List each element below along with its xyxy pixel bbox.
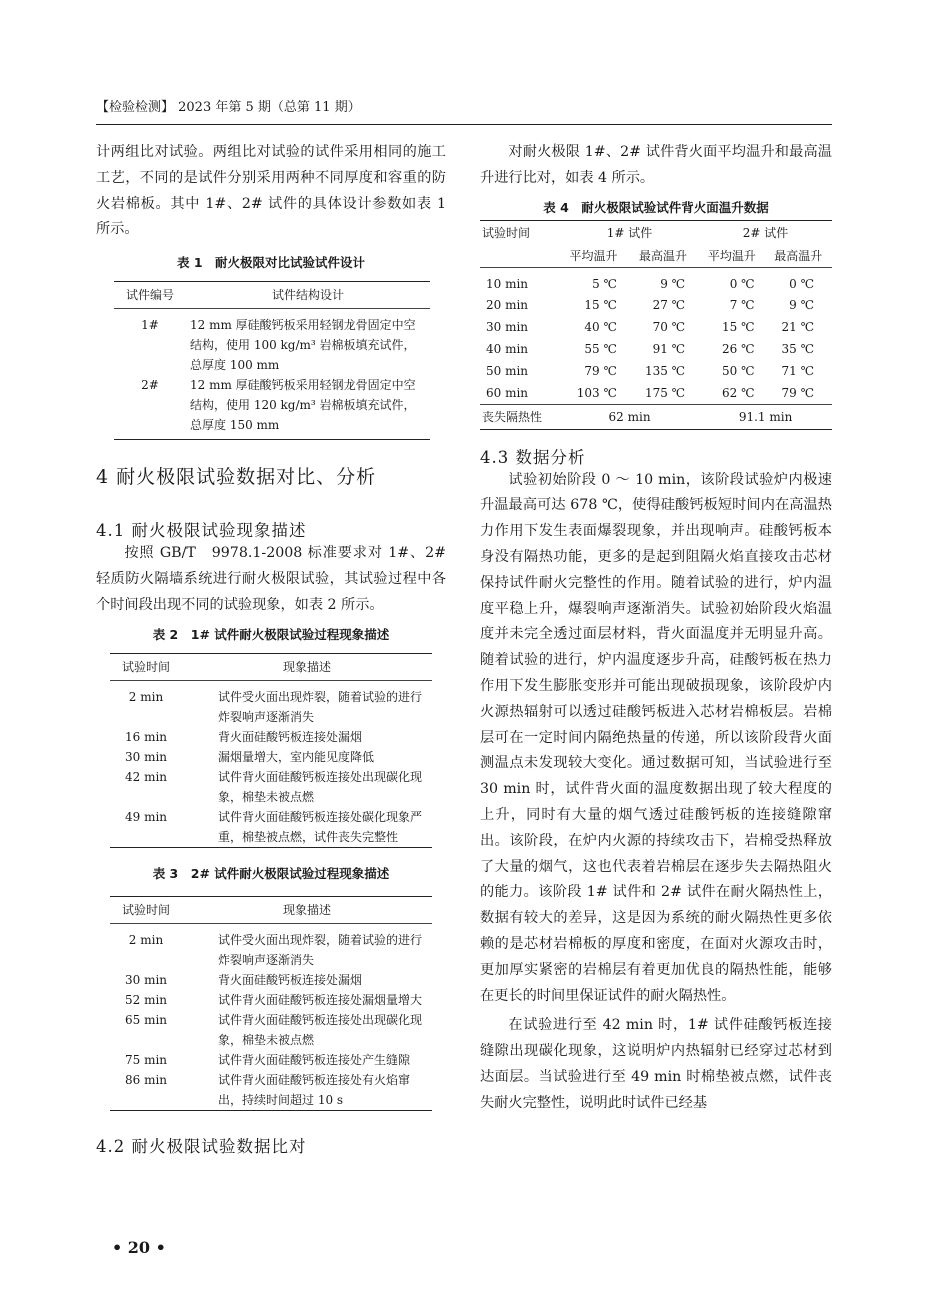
table-row — [480, 360, 832, 382]
table3-cell-desc: 试件背火面硅酸钙板连接处有火焰窜出，持续时间超过 10 s — [218, 1072, 411, 1107]
table3-cell-time: 86 min — [124, 1072, 168, 1087]
table2-header-desc: 现象描述 — [282, 659, 331, 674]
table3-header-time: 试验时间 — [121, 902, 170, 917]
table3-cell-time: 65 min — [124, 1012, 168, 1027]
table-row — [110, 747, 432, 767]
table3-cell-time: 52 min — [124, 992, 168, 1007]
table3-cell-desc: 试件背火面硅酸钙板连接处漏烟量增大 — [218, 992, 423, 1007]
header-rule — [96, 124, 832, 125]
table4-cell-max1: 27 ℃ — [652, 297, 686, 312]
table2-cell-desc: 背火面硅酸钙板连接处漏烟 — [218, 729, 363, 744]
table4-cell-avg1: 15 ℃ — [584, 297, 617, 312]
table4-cell-time: 40 min — [486, 341, 529, 356]
table4-cell-avg2: 7 ℃ — [729, 297, 755, 312]
table4-header-max2: 最高温升 — [774, 248, 823, 263]
table4-cell-time: 10 min — [486, 276, 529, 291]
table2-cell-time: 49 min — [124, 809, 168, 824]
table4-cell-max1: 70 ℃ — [652, 319, 686, 334]
page-number: • 20 • — [112, 1238, 166, 1257]
table4-cell-avg2: 0 ℃ — [729, 276, 755, 291]
table-row — [110, 1010, 432, 1050]
table4-caption: 表 4 耐火极限试验试件背火面温升数据 — [543, 199, 769, 215]
table-row — [110, 1070, 432, 1111]
table4-cell-max2: 71 ℃ — [781, 363, 814, 378]
table2-cell-desc: 试件背火面硅酸钙板连接处出现碳化现象，棉垫未被点燃 — [218, 769, 423, 804]
table2-cell-time: 2 min — [128, 689, 164, 704]
table-row — [110, 990, 432, 1010]
table4-cell-max1: 135 ℃ — [644, 363, 686, 378]
table4-cell-max2: 21 ℃ — [781, 319, 814, 334]
right-intro-paragraph: 对耐火极限 1#、2# 试件背火面平均温升和最高温升进行比对，如表 4 所示。 — [480, 144, 832, 186]
table-row — [110, 807, 432, 848]
table2 — [110, 653, 432, 848]
table4-cell-avg2: 50 ℃ — [722, 363, 755, 378]
section-4-1-paragraph: 按照 GB/T 9978.1-2008 标准要求对 1#、2# 轻质防火隔墙系统进行耐火极限试验，其试验过程中各个时间段出现不同的试验现象，如表 2 所示。 — [96, 545, 446, 613]
table2-caption: 表 2 1# 试件耐火极限试验过程现象描述 — [152, 626, 390, 642]
table4-cell-max2: 35 ℃ — [781, 341, 814, 356]
table3-caption: 表 3 2# 试件耐火极限试验过程现象描述 — [152, 865, 390, 881]
table1-cell-desc: 12 mm 厚硅酸钙板采用轻钢龙骨固定中空结构，使用 120 kg/m³ 岩棉板填充试件，总厚度 150 mm — [190, 378, 416, 433]
table4-cell-avg2: 26 ℃ — [722, 341, 755, 356]
table4-cell-avg2: 62 ℃ — [722, 385, 755, 400]
analysis-paragraph-1: 试验初始阶段 0 ～ 10 min，该阶段试验炉内极速升温最高可达 678 ℃，使得硅酸钙板短时间内在高温热力作用下发生表面爆裂现象，并出现响声。硅酸钙板本身没有隔热功能，更多的是起到阻隔火焰直接攻击芯材保持试件耐火完整性的作用。随着试验的进行，炉内温度平稳上升，爆裂响声逐渐消失。试验初始阶段火焰温度并未完全透过面层材料，背火面温度并无明显升高。随着试验的进行，炉内温度逐步升高，硅酸钙板在热力作用下发生膨胀变形并可能出现破损现象，该阶段炉内火源热辐射可以透过硅酸钙板进入芯材岩棉板层。岩棉层可在一定时间内隔绝热量的传递，所以该阶段背火面测温点未发现较大变化。通过数据可知，当试验进行至 30 min 时，试件背火面的温度数据出现了较大程度的上升，同时有大量的烟气透过硅酸钙板的连接缝隙窜出。该阶段，在炉内火源的持续攻击下，岩棉受热释放了大量的烟气，这也代表着岩棉层在逐步失去隔热阻火的能力。该阶段 1# 试件和 2# 试件在耐火隔热性上，数据有较大的差异，这是因为系统的耐火隔热性更多依赖的是芯材岩棉板的厚度和密度，在面对火源攻击时，更加厚实紧密的岩棉层有着更加优良的隔热性能，能够在更长的时间里保证试件的耐火隔热性。 — [480, 471, 832, 1004]
table3-cell-desc: 试件背火面硅酸钙板连接处产生缝隙 — [218, 1052, 411, 1067]
table1-caption: 表 1 耐火极限对比试验试件设计 — [176, 255, 366, 271]
table3-cell-desc: 背火面硅酸钙板连接处漏烟 — [218, 972, 363, 987]
section-4-3-heading: 4.3 数据分析 — [480, 447, 586, 467]
table-row — [480, 316, 832, 338]
table-row — [480, 338, 832, 360]
table4-cell-time: 60 min — [486, 385, 529, 400]
table4-header-time: 试验时间 — [482, 225, 531, 240]
analysis-paragraph-2: 在试验进行至 42 min 时，1# 试件硅酸钙板连接缝隙出现碳化现象，这说明炉内热辐射已经穿过芯材到达面层。当试验进行至 49 min 时棉垫被点燃，试件丧失耐火完整性，说明此时试件已经基 — [480, 1017, 832, 1111]
table-row — [110, 727, 432, 747]
table4-cell-time: 20 min — [486, 297, 529, 312]
table1 — [114, 281, 430, 440]
left-intro-paragraph: 计两组比对试验。两组比对试验的试件采用相同的施工工艺，不同的是试件分别采用两种不同厚度和容重的防火岩棉板。其中 1#、2# 试件的具体设计参数如表 1 所示。 — [96, 144, 446, 238]
table3-cell-desc: 试件背火面硅酸钙板连接处出现碳化现象，棉垫未被点燃 — [218, 1012, 423, 1047]
table-row — [110, 1050, 432, 1070]
table1-cell-id: 2# — [141, 378, 159, 393]
table2-header-row — [110, 653, 432, 680]
table1-header-row — [114, 282, 430, 309]
table3-header-row — [110, 896, 432, 923]
journal-header: 【检验检测】 2023 年第 5 期（总第 11 期） — [96, 100, 361, 115]
table4-header-specimen2: 2# 试件 — [742, 225, 789, 240]
table4-cell-max1: 175 ℃ — [644, 385, 686, 400]
table-row — [110, 767, 432, 807]
table4-cell-max2: 0 ℃ — [789, 276, 814, 291]
table2-cell-time: 30 min — [124, 749, 168, 764]
table4-loss-specimen2: 91.1 min — [738, 409, 793, 424]
table4-cell-max2: 9 ℃ — [789, 297, 814, 312]
table3-cell-time: 2 min — [128, 932, 164, 947]
table4-cell-avg1: 5 ℃ — [592, 276, 617, 291]
table3-cell-time: 75 min — [124, 1052, 168, 1067]
table1-header-id: 试件编号 — [125, 288, 174, 303]
table4-cell-avg1: 55 ℃ — [584, 341, 617, 356]
table4-loss-row — [480, 404, 832, 429]
table4-header-row-1 — [480, 220, 832, 245]
table2-header-time: 试验时间 — [121, 659, 170, 674]
table3-header-desc: 现象描述 — [282, 902, 331, 917]
section-4-2-heading: 4.2 耐火极限试验数据比对 — [96, 1136, 307, 1156]
table3-cell-desc: 试件受火面出现炸裂，随着试验的进行炸裂响声逐渐消失 — [218, 932, 423, 967]
table-row — [114, 375, 430, 440]
table4-loss-specimen1: 62 min — [608, 409, 651, 424]
table4-cell-max2: 79 ℃ — [781, 385, 814, 400]
table4-header-max1: 最高温升 — [639, 248, 688, 263]
left-column — [96, 140, 446, 1157]
table-row — [114, 309, 430, 376]
table4-loss-label: 丧失隔热性 — [482, 409, 543, 424]
table4-cell-time: 30 min — [486, 319, 529, 334]
table4-header-avg1: 平均温升 — [569, 248, 618, 263]
table4-header-specimen1: 1# 试件 — [606, 225, 653, 240]
table4 — [480, 220, 832, 430]
table4-cell-time: 50 min — [486, 363, 529, 378]
table4-cell-avg1: 79 ℃ — [584, 363, 617, 378]
table1-header-desc: 试件结构设计 — [271, 288, 344, 303]
table-row — [480, 294, 832, 316]
table2-cell-desc: 试件背火面硅酸钙板连接处碳化现象严重，棉垫被点燃，试件丧失完整性 — [218, 809, 423, 844]
right-column — [480, 140, 832, 1117]
table1-cell-desc: 12 mm 厚硅酸钙板采用轻钢龙骨固定中空结构，使用 100 kg/m³ 岩棉板填充试件，总厚度 100 mm — [190, 318, 416, 373]
table-row — [110, 970, 432, 990]
table-row — [480, 382, 832, 405]
table1-cell-id: 1# — [141, 318, 159, 333]
section-4-1-heading: 4.1 耐火极限试验现象描述 — [96, 521, 307, 541]
table4-cell-max1: 9 ℃ — [660, 276, 686, 291]
table-row — [480, 267, 832, 294]
table4-cell-avg1: 40 ℃ — [584, 319, 617, 334]
table3 — [110, 896, 432, 1111]
table2-cell-time: 42 min — [124, 769, 168, 784]
table-row — [110, 680, 432, 727]
table2-cell-desc: 试件受火面出现炸裂，随着试验的进行炸裂响声逐渐消失 — [218, 689, 423, 724]
table3-cell-time: 30 min — [124, 972, 168, 987]
table4-cell-avg1: 103 ℃ — [576, 385, 617, 400]
table2-cell-desc: 漏烟量增大，室内能见度降低 — [218, 749, 375, 764]
table2-cell-time: 16 min — [124, 729, 168, 744]
section-4-heading: 4 耐火极限试验数据对比、分析 — [96, 466, 377, 489]
table4-cell-max1: 91 ℃ — [652, 341, 686, 356]
table4-header-avg2: 平均温升 — [707, 248, 756, 263]
table4-cell-avg2: 15 ℃ — [722, 319, 755, 334]
table-row — [110, 923, 432, 970]
